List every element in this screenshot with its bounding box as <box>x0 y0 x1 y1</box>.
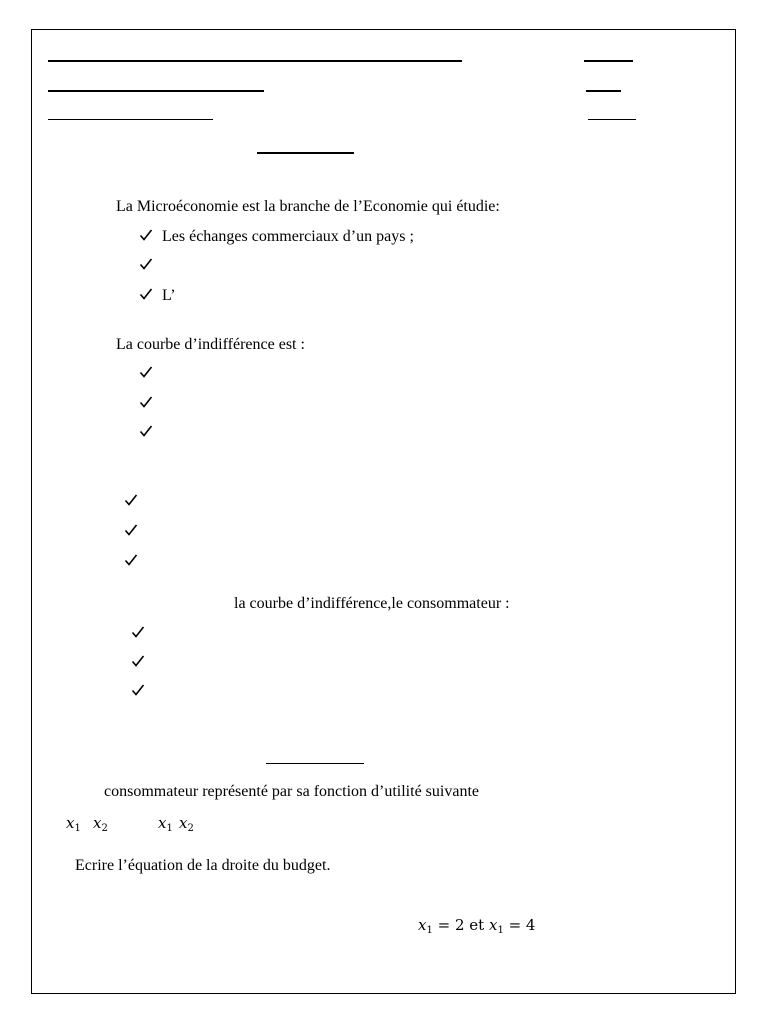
checkmark-icon <box>139 287 153 301</box>
checkmark-icon <box>139 228 153 242</box>
title-rule <box>257 152 354 154</box>
section1-intro: La Microéconomie est la branche de l’Economie qui étudie: <box>116 198 500 215</box>
header-rule-4 <box>586 90 621 92</box>
checkmark-icon <box>139 424 153 438</box>
math-equation: $x_1 = 2$ et $x_1 = 4$ <box>418 916 536 936</box>
math-x2-b: $x_2$ <box>179 814 194 834</box>
checkmark-icon <box>131 654 145 668</box>
header-rule-6 <box>588 119 636 120</box>
checkmark-icon <box>131 625 145 639</box>
checkmark-icon <box>124 493 138 507</box>
exercise-statement: consommateur représenté par sa fonction d’utilité suivante <box>104 783 479 800</box>
exercise-title-rule <box>266 763 364 764</box>
checkmark-icon <box>139 257 153 271</box>
checkmark-icon <box>139 395 153 409</box>
header-rule-2 <box>584 60 633 62</box>
document-page <box>31 29 736 994</box>
checkmark-icon <box>139 365 153 379</box>
checkmark-icon <box>124 553 138 567</box>
section4-intro: la courbe d’indifférence,le consommateur : <box>234 595 510 612</box>
checkmark-icon <box>124 523 138 537</box>
checkmark-icon <box>131 683 145 697</box>
math-x2: $x_2$ <box>93 814 108 834</box>
equation-end: = 4 <box>508 916 536 934</box>
equation-middle: = 2 et <box>437 916 485 934</box>
section1-item-3: L’ <box>162 287 176 304</box>
exercise-instruction: Ecrire l’équation de la droite du budget. <box>75 857 331 874</box>
section2-intro: La courbe d’indifférence est : <box>116 336 305 353</box>
header-rule-5 <box>48 119 213 120</box>
header-rule-1 <box>48 60 462 62</box>
section1-item-1: Les échanges commerciaux d’un pays ; <box>162 228 414 245</box>
math-x1-b: $x_1$ <box>158 814 173 834</box>
header-rule-3 <box>48 90 264 92</box>
math-x1: $x_1$ <box>66 814 81 834</box>
